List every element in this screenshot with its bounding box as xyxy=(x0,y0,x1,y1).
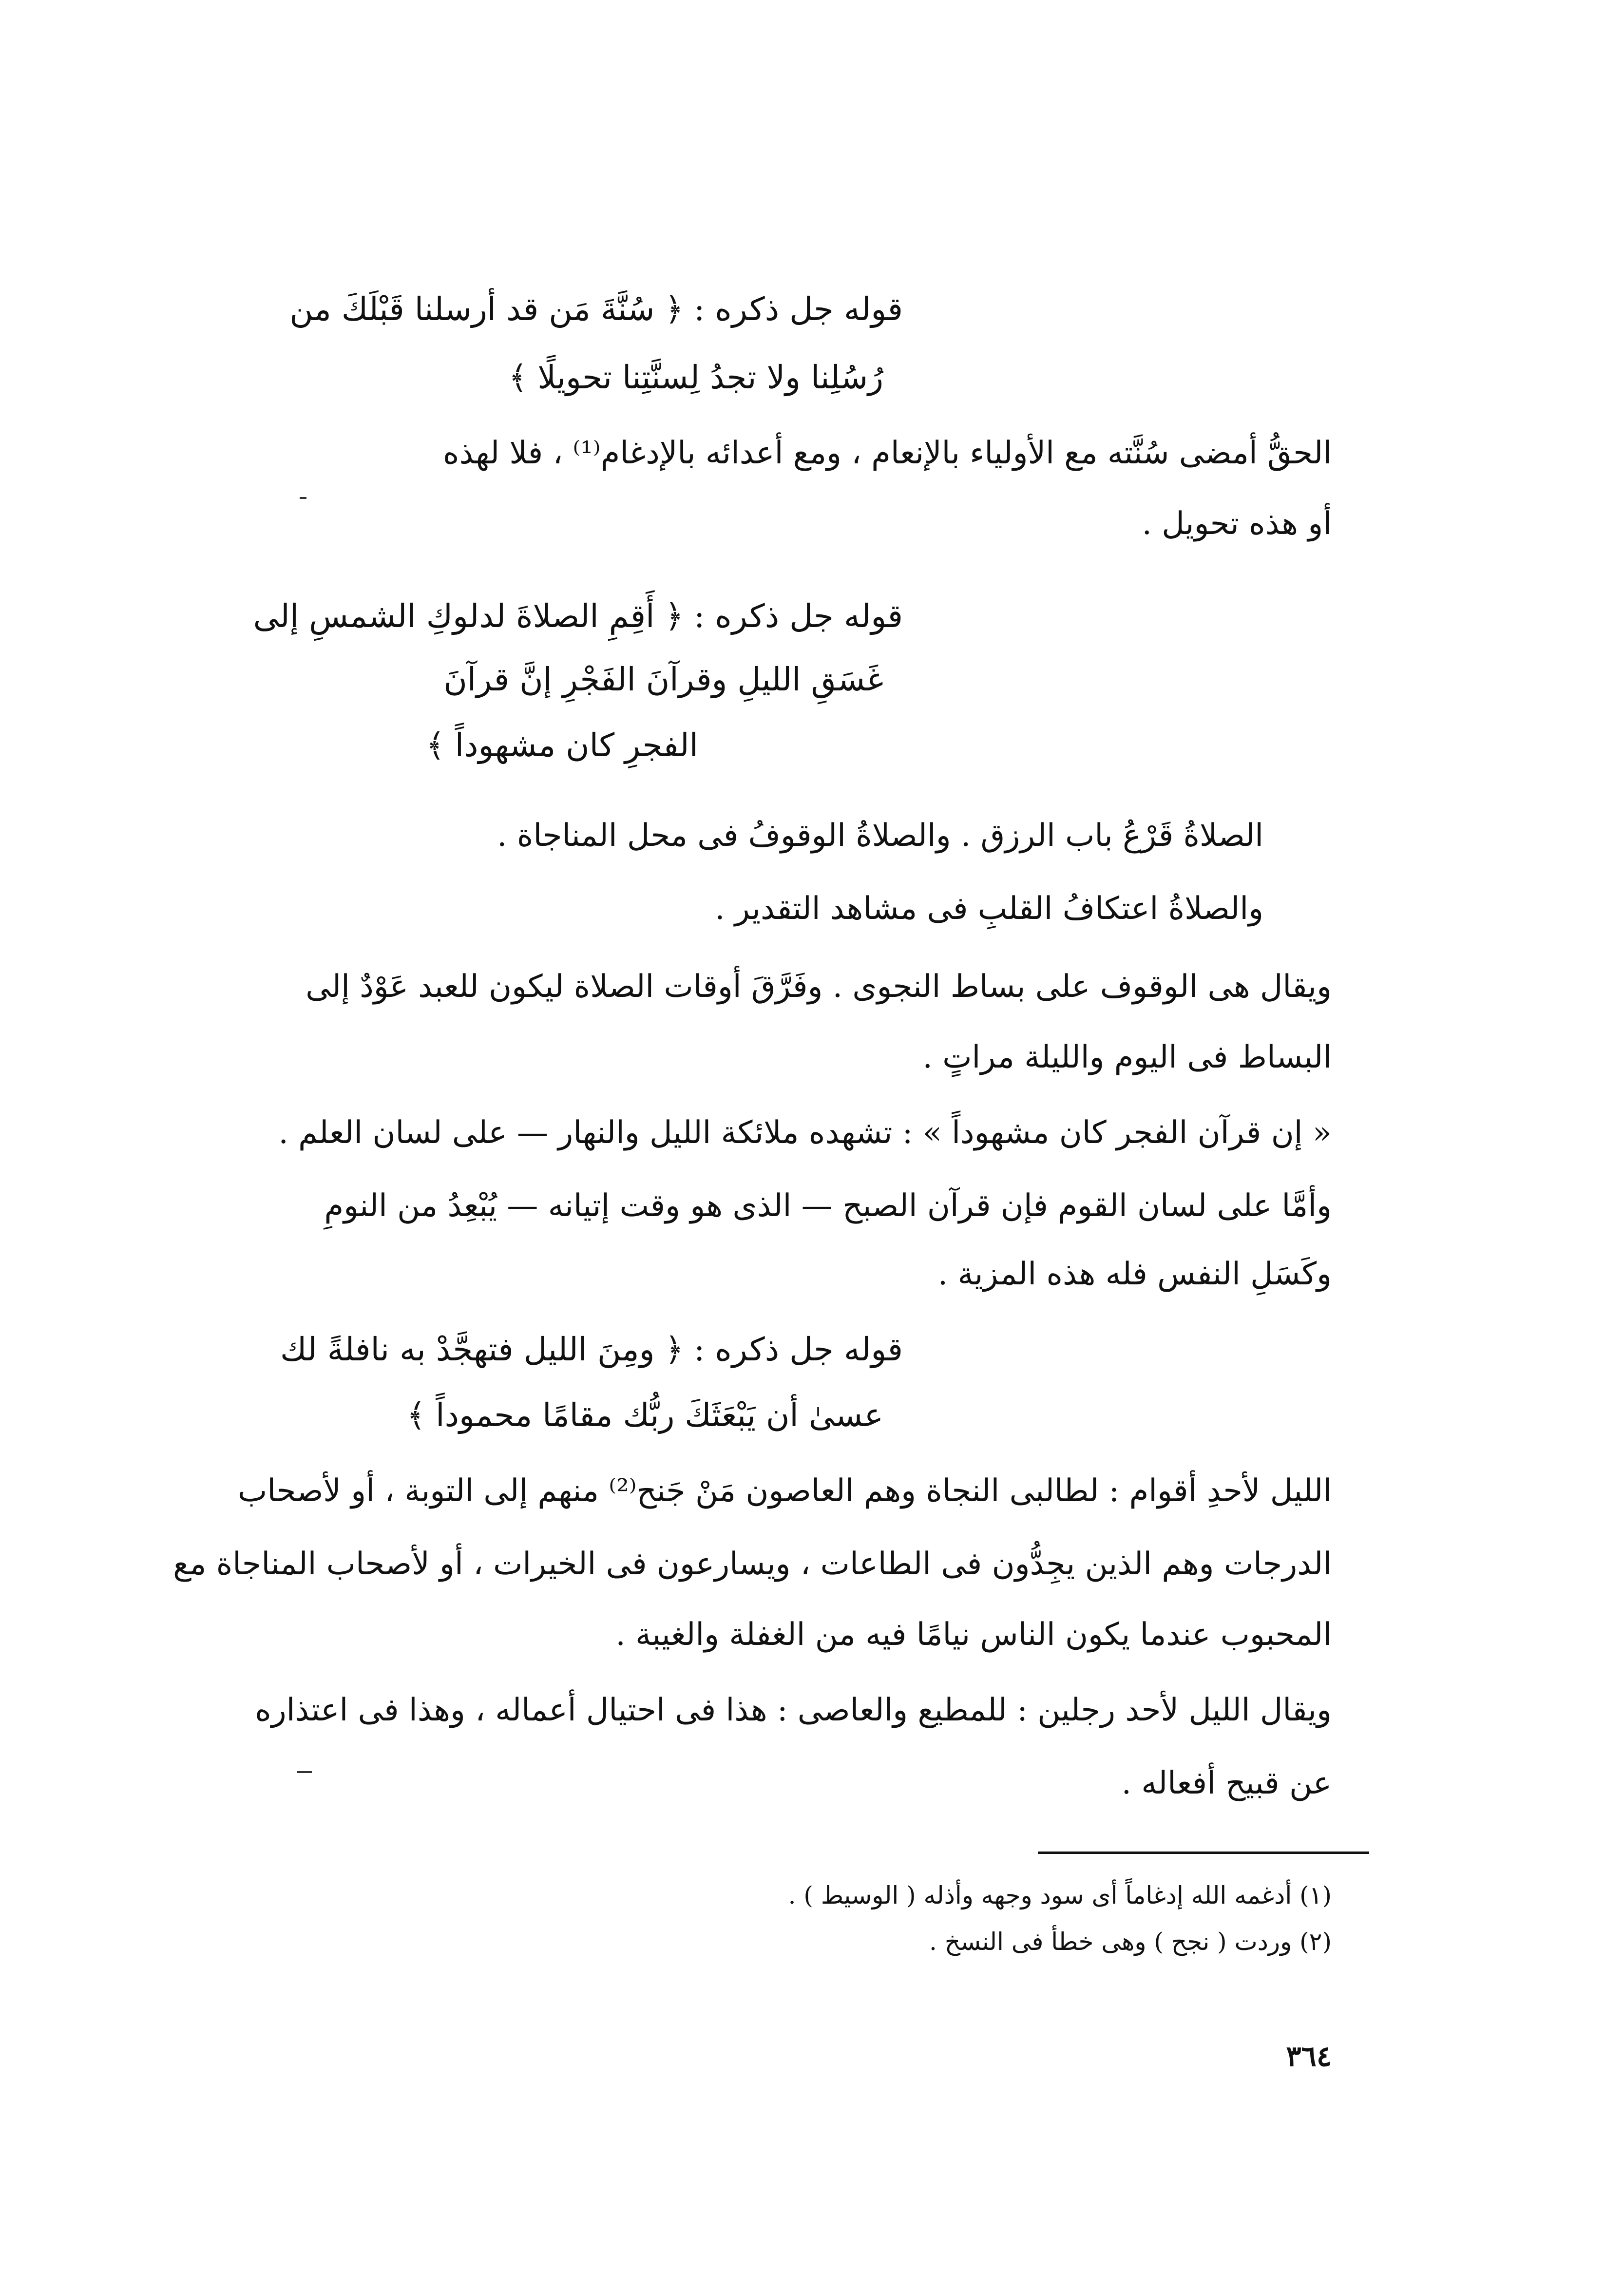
commentary-line: وكَسَلِ النفس فله هذه المزية . xyxy=(937,1256,1332,1292)
commentary-line: البساط فى اليوم والليلة مراتٍ . xyxy=(922,1039,1332,1075)
commentary-line: ويقال الليل لأحد رجلين : للمطيع والعاصى : هذا فى احتيال أعماله ، وهذا فى اعتذاره xyxy=(255,1692,1332,1728)
commentary-line: والصلاةُ اعتكافُ القلبِ فى مشاهد التقدير . xyxy=(715,891,1263,927)
page-number: ٣٦٤ xyxy=(1286,2040,1332,2073)
verse-line: رُسُلِنا ولا تجدُ لِسنَّتِنا تحويلًا ﴾ xyxy=(508,359,883,396)
footnote: (١) أدغمه الله إدغاماً أى سود وجهه وأذله ( الوسيط ) . xyxy=(788,1881,1332,1909)
commentary-line: الليل لأحدِ أقوام : لطالبى النجاة وهم العاصون مَنْ جَنح⁽²⁾ منهم إلى التوبة ، أو لأصحاب xyxy=(238,1473,1332,1509)
verse-line: قوله جل ذكره : ﴿ سُنَّةَ مَن قد أرسلنا قَبْلَكَ من xyxy=(289,290,903,328)
verse-line: الفجرِ كان مشهوداً ﴾ xyxy=(426,726,698,764)
footnote: (٢) وردت ( نجح ) وهى خطأ فى النسخ . xyxy=(929,1928,1332,1956)
commentary-line: وأمَّا على لسان القوم فإن قرآن الصبح — الذى هو وقت إتيانه — يُبْعِدُ من النومِ xyxy=(324,1188,1332,1224)
commentary-line: « إن قرآن الفجر كان مشهوداً » : تشهده ملائكة الليل والنهار — على لسان العلم . xyxy=(278,1115,1332,1151)
commentary-line: الدرجات وهم الذين يجِدُّون فى الطاعات ، ويسارعون فى الخيرات ، أو لأصحاب المناجاة مع xyxy=(173,1546,1332,1582)
verse-line: عسىٰ أن يَبْعَثَكَ ربُّك مقامًا محموداً ﴾ xyxy=(406,1396,883,1434)
commentary-line: الصلاةُ قَرْعُ باب الرزق . والصلاةُ الوقوفُ فى محل المناجاة . xyxy=(497,818,1263,854)
commentary-line: المحبوب عندما يكون الناس نيامًا فيه من الغفلة والغيبة . xyxy=(615,1617,1332,1653)
footnote-divider xyxy=(1038,1852,1369,1854)
commentary-line: أو هذه تحويل . xyxy=(1142,506,1332,542)
verse-line: قوله جل ذكره : ﴿ ومِنَ الليل فتهجَّدْ به نافلةً لك xyxy=(280,1331,903,1368)
verse-line: غَسَقِ الليلِ وقرآنَ الفَجْرِ إنَّ قرآنَ xyxy=(443,661,883,698)
commentary-line: عن قبيح أفعاله . xyxy=(1121,1765,1332,1801)
verse-line: قوله جل ذكره : ﴿ أَقِمِ الصلاةَ لدلوكِ الشمسِ إلى xyxy=(253,597,903,635)
commentary-line: ويقال هى الوقوف على بساط النجوى . وفَرَّقَ أوقات الصلاة ليكون للعبد عَوْدٌ إلى xyxy=(306,969,1332,1005)
commentary-line: الحقُّ أمضى سُنَّته مع الأولياء بالإنعام ، ومع أعدائه بالإدغام⁽¹⁾ ، فلا لهذه xyxy=(442,435,1332,471)
scan-mark xyxy=(297,1771,312,1773)
scan-mark xyxy=(300,497,306,499)
